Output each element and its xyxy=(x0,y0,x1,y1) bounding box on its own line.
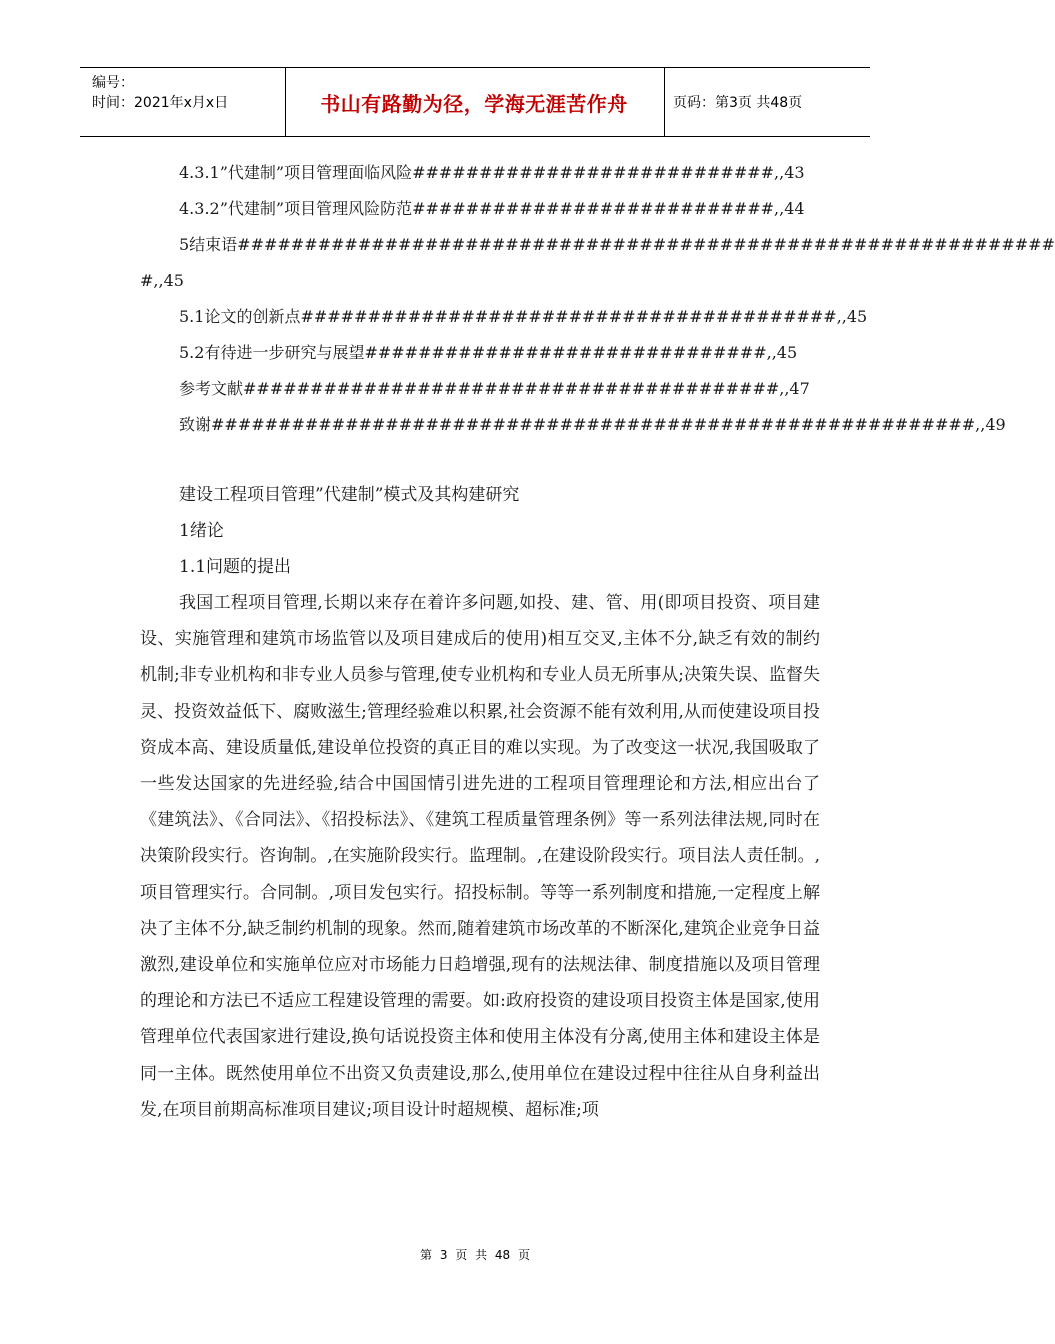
toc-entry: 5结束语############################################################# xyxy=(179,235,1055,254)
toc-entry: 4.3.2”代建制”项目管理风险防范###########################,,44 xyxy=(179,199,805,218)
document-number-label: 编号： xyxy=(92,75,134,91)
page-footer: 第 3 页 共 48 页 xyxy=(420,1248,530,1262)
table-of-contents xyxy=(140,155,1055,443)
toc-entry: 参考文献########################################,,47 xyxy=(179,379,810,398)
document-time-label: 时间：2021年x月x日 xyxy=(92,95,229,111)
toc-entry: 4.3.1”代建制”项目管理面临风险###########################,,43 xyxy=(179,163,805,182)
toc-entry: 致谢#########################################################,,49 xyxy=(179,415,1006,434)
header-meta xyxy=(92,73,228,113)
section-heading: 1.1问题的提出 xyxy=(179,557,292,577)
toc-entry-continuation: #,,45 xyxy=(140,271,184,290)
article-title: 建设工程项目管理”代建制”模式及其构建研究 xyxy=(179,485,520,505)
chapter-heading: 1绪论 xyxy=(179,521,224,541)
toc-entry: 5.2有待进一步研究与展望##############################,,45 xyxy=(179,343,798,362)
header-motto: 书山有路勤为径，学海无涯苦作舟 xyxy=(320,91,628,116)
toc-entry: 5.1论文的创新点########################################,,45 xyxy=(179,307,868,326)
article-body xyxy=(140,477,820,1128)
body-paragraph: 我国工程项目管理,长期以来存在着许多问题,如投、建、管、用(即项目投资、项目建设、实施管理和建筑市场监管以及项目建成后的使用)相互交叉,主体不分,缺乏有效的制约机制;非专业机构和非专业人员参与管理,使专业机构和专业人员无所事从;决策失误、监督失灵、投资效益低下、腐败滋生;管理经验难以积累,社会资源不能有效利用,从而使建设项目投资成本高、建设质量低,建设单位投资的真正目的难以实现。为了改变这一状况,我国吸取了一些发达国家的先进经验,结合中国国情引进先进的工程项目管理理论和方法,相应出台了《建筑法》、《合同法》、《招投标法》、《建筑工程质量管理条例》等一系列法律法规,同时在决策阶段实行。咨询制。,在实施阶段实行。监理制。,在建设阶段实行。项目法人责任制。,项目管理实行。合同制。,项目发包实行。招投标制。等等一系列制度和措施,一定程度上解决了主体不分,缺乏制约机制的现象。然而,随着建筑市场改革的不断深化,建筑企业竞争日益激烈,建设单位和实施单位应对市场能力日趋增强,现有的法规法律、制度措施以及项目管理的理论和方法已不适应工程建设管理的需要。如:政府投资的建设项目投资主体是国家,使用管理单位代表国家进行建设,换句话说投资主体和使用主体没有分离,使用主体和建设主体是同一主体。既然使用单位不出资又负责建设,那么,使用单位在建设过程中往往从自身利益出发,在项目前期高标准项目建议;项目设计时超规模、超标准;项 xyxy=(140,593,820,1120)
page-header xyxy=(80,67,870,137)
header-page-info: 页码：第3页 共48页 xyxy=(673,95,803,111)
